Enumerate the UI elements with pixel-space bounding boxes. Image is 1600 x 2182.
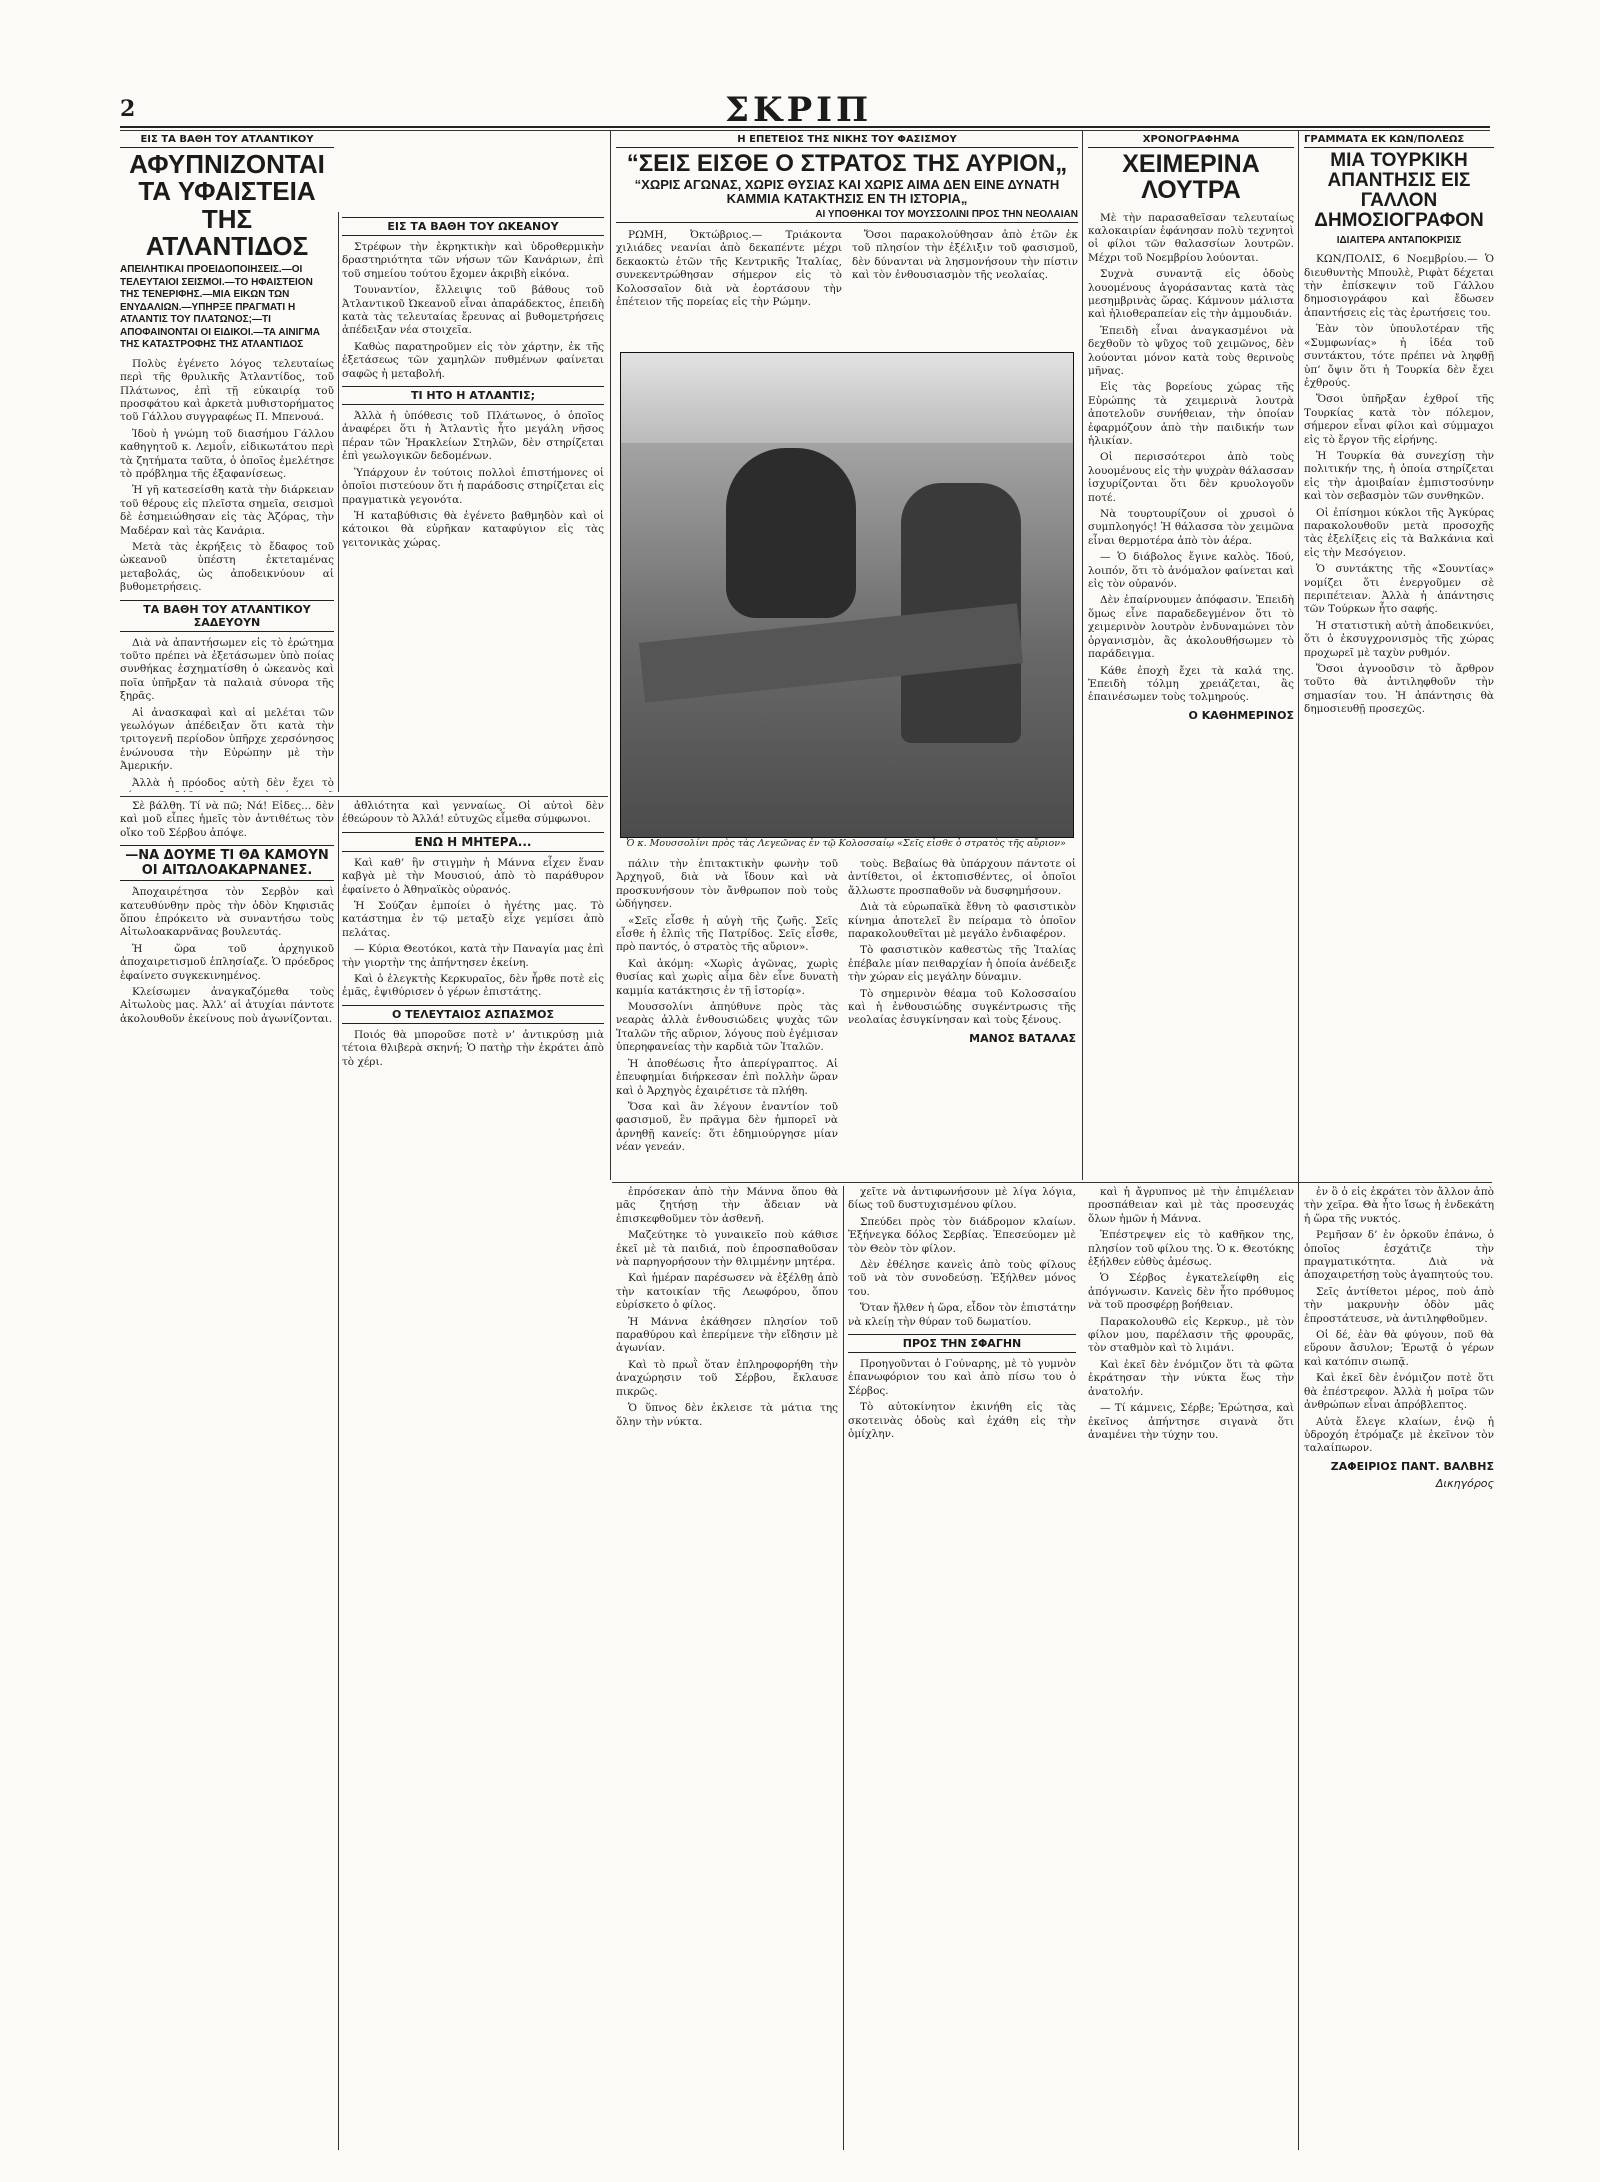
col5-kicker: ΓΡΑΜΜΑΤΑ ΕΚ ΚΩΝ/ΠΟΛΕΩΣ xyxy=(1304,132,1494,148)
col4-story-para: — Τί κάμνεις, Σέρβε; Ἐρώτησα, καὶ ἐκεῖνος ἀπήντησε σιγανὰ ὅτι ἀναμένει τὴν τύχην του. xyxy=(1088,1402,1294,1441)
col3-para: Διὰ τὰ εὐρωπαϊκὰ ἔθνη τὸ φασιστικὸν κίνημα ἀποτελεῖ ἓν πείραμα τὸ ὁποῖον παρακολουθεῖται μὲ μεγάλο ἐνδιαφέρον. xyxy=(848,901,1076,941)
col1-kicker: ΕΙΣ ΤΑ ΒΑΘΗ ΤΟΥ ΑΤΛΑΝΤΙΚΟΥ xyxy=(120,132,334,148)
col-divider xyxy=(843,1186,844,2150)
col2-story-para: Καὶ ὁ ἐλεγκτὴς Κερκυραῖος, δὲν ἦρθε ποτὲ εἰς ἐμᾶς, ἐψιθύρισεν ὁ γέρων ἐπιστάτης. xyxy=(342,973,604,999)
col4-para: Οἱ περισσότεροι ἀπὸ τοὺς λουομένους εἰς τὴν ψυχρὰν θάλασσαν ἰσχυρίζονται ὅτι δὲν κρυολογοῦν ποτέ. xyxy=(1088,451,1294,504)
col4-signature: Ο ΚΑΘΗΜΕΡΙΝΟΣ xyxy=(1188,708,1294,722)
col4-story-para: καὶ ἡ ἄγρυπνος μὲ τὴν ἐπιμέλειαν προσπάθειαν καὶ μὲ τὰς προσευχάς ὅλων ἡμῶν ἡ Μάννα. xyxy=(1088,1186,1294,1225)
col2-last-section: Ο ΤΕΛΕΥΤΑΙΟΣ ΑΣΠΑΣΜΟΣ xyxy=(342,1005,604,1024)
col2-para: Στρέφων τὴν ἐκρηκτικὴν καὶ ὑδροθερμικὴν δραστηριότητα τῶν νήσων τῶν Κανάριων, ἐπὶ τοῦ σημείου τούτου ἔχομεν ἀκριβὴ εἰκόνα. xyxy=(342,241,604,280)
col1-para: Ἰδοὺ ἡ γνώμη τοῦ διασήμου Γάλλου καθηγητοῦ κ. Λεμοΐν, εἰδικωτάτου περὶ τὰ ζητήματα ταῦτα, ὁ ὁποῖος ἐμελέτησε τὸ πρόβλημα τῆς ἐξαφανίσεως. xyxy=(120,427,334,480)
col4-chronicle xyxy=(1088,132,1294,1178)
col3-para: ΡΩΜΗ, Ὀκτώβριος.— Τριάκοντα χιλιάδες νεανίαι ἀπὸ δεκαπέντε μέχρι δεκαοκτὼ ἐτῶν τῆς Κεντρικῆς Ἰταλίας, συνεκεντρώθησαν σήμερον εἰς τὸ Κολοσσαῖον διὰ νὰ ἑορτάσουν τὴν ἐπέτειον τῆς πορείας εἰς τὴν Ρώμην. xyxy=(616,228,842,308)
col2-para: Ὑπάρχουν ἐν τούτοις πολλοὶ ἐπιστήμονες οἱ ὁποῖοι πιστεύουν ὅτι ἡ παράδοσις στηρίζεται εἰς πραγματικὰ γεγονότα. xyxy=(342,466,604,506)
col1-para: Ἡ γῆ κατεσείσθη κατὰ τὴν διάρκειαν τοῦ θέρους εἰς πλεῖστα σημεῖα, σεισμοὶ δὲ ἐσημειώθησαν εἰς τὰς Ἀζόρας, τὴν Μαδέραν καὶ τὰς Κανάρια. xyxy=(120,484,334,537)
col5-para: Ἐὰν τὸν ὑπουλοτέραν τῆς «Συμφωνίας» ἡ ἰδέα τοῦ συντάκτου, τότε πρέπει νὰ ληφθῇ ὑπ’ ὄψιν ὅτι ἡ Τουρκία δὲν ἔχει ἐχθρούς. xyxy=(1304,323,1494,389)
col2-story-para: Καὶ καθ’ ἣν στιγμὴν ἡ Μάννα εἶχεν ἕναν καβγὰ μὲ τὴν Μουσιού, ἀπὸ τὸ παράθυρον ἐφαίνετο ὁ Ἀθηναϊκὸς οὐρανός. xyxy=(342,856,604,896)
col1-headline: ΑΦΥΠΝΙΖΟΝΤΑΙ ΤΑ ΥΦΑΙΣΤΕΙΑ ΤΗΣ ΑΤΛΑΝΤΙΔΟΣ xyxy=(129,149,325,261)
col1-subhead: ΑΠΕΙΛΗΤΙΚΑΙ ΠΡΟΕΙΔΟΠΟΙΗΣΕΙΣ.—ΟΙ ΤΕΛΕΥΤΑΙΟΙ ΣΕΙΣΜΟΙ.—ΤΟ ΗΦΑΙΣΤΕΙΟΝ ΤΗΣ ΤΕΝΕΡΙΦΗΣ.—ΜΙΑ ΕΙΚΩΝ ΤΩΝ ΕΝΥΔΑΛΙΩΝ.—ΥΠΗΡΞΕ ΠΡΑΓΜΑΤΙ Η ΑΤΛΑΝΤΙΣ ΤΟΥ ΠΛΑΤΩΝΟΣ;—ΤΙ ΑΠΟΦΑΙΝΟΝΤΑΙ ΟΙ ΕΙΔΙΚΟΙ.—ΤΑ ΑΙΝΙΓΜΑ ΤΗΣ ΚΑΤΑΣΤΡΟΦΗΣ ΤΗΣ ΑΤΛΑΝΤΙΔΟΣ xyxy=(120,264,320,351)
col3-para: Ὅσοι παρακολούθησαν ἀπὸ ἐτῶν ἐκ τοῦ πλησίον τὴν ἐξέλιξιν τοῦ φασισμοῦ, δὲν δύνανται νὰ λησμονήσουν τὴν πίστιν καὶ τὸν ἐνθουσιασμὸν τῆς νεολαίας. xyxy=(852,228,1078,282)
col1-story-para: Ἀποχαιρέτησα τὸν Σερβὸν καὶ κατευθύνθην πρὸς τὴν ὁδὸν Κηφισιᾶς ὅπου ἐπρόκειτο νὰ συναντήσω τοὺς Αἰτωλοακαρνᾶνας βουλευτάς. xyxy=(120,886,334,939)
col5-signature-role: Δικηγόρος xyxy=(1435,1476,1494,1490)
col5-para: Ὁ συντάκτης τῆς «Σουντίας» νομίζει ὅτι ἐνεργοῦμεν σὲ περιπέτειαν. Ἀλλὰ ἡ ἀπάντησις τῶν Τούρκων ἦτο σαφής. xyxy=(1304,563,1494,616)
col5-story-para: Σεῖς ἀντίθετοι μέρος, ποὺ ἀπὸ τὴν μακρυνὴν ὁδὸν μᾶς ἐπροστάτευσε, νὰ ἀντιληφθοῦμεν. xyxy=(1304,1285,1494,1325)
col1-para: Ἀλλὰ ἡ πρόοδος αὐτὴ δὲν ἔχει τὸ xyxy=(132,776,334,789)
col5-para: ΚΩΝ/ΠΟΛΙΣ, 6 Νοεμβρίου.— Ὁ διευθυντὴς Μπουλὲ, Ριφὰτ δέχεται τὴν ἐπίσκεψιν τοῦ Γάλλου δημοσιογράφου καὶ ἔδωσεν ἀπαντήσεις εἰς τὰς ἐρωτήσεις του. xyxy=(1304,253,1494,319)
col1-para: Αἱ ἀνασκαφαὶ καὶ αἱ μελέται τῶν γεωλόγων ἀπέδειξαν ὅτι κατὰ τὴν τριτογενῆ περίοδον ὑπῆρχε χερσόνησος ἑνώνουσα τὴν Εὐρώπην μὲ τὴν Ἀμερικήν. xyxy=(120,706,334,773)
page-number: 2 xyxy=(120,96,136,122)
col1-story-para: Κλείσωμεν ἀναγκαζόμεθα τοὺς Αἰτωλοὺς μας. Ἀλλ’ αἱ ἀτυχίαι πάντοτε ἀκολουθοῦν ἐκείνους ποὺ ἀγωνίζονται. xyxy=(120,986,334,1025)
col1-atlantis-article xyxy=(120,132,334,792)
col5-serial-story xyxy=(1304,1186,1494,2150)
col2-para: Ἡ καταβύθισις θὰ ἐγένετο βαθμηδὸν καὶ οἱ κάτοικοι θὰ εὑρῆκαν καταφύγιον εἰς τὰς γειτονικὰς χώρας. xyxy=(342,509,604,549)
col5-signature: ΖΑΦΕΙΡΙΟΣ ΠΑΝΤ. ΒΑΛΒΗΣ xyxy=(1330,1459,1494,1473)
col4-serial-story xyxy=(1088,1186,1294,2150)
col4-story-para: Καὶ ἐκεῖ δὲν ἐνόμιζον ὅτι τὰ φῶτα ἐκράτησαν τὴν νύκτα ἕως τὴν ἀνατολήν. xyxy=(1088,1358,1294,1398)
col5-byline: ΙΔΙΑΙΤΕΡΑ ΑΝΤΑΠΟΚΡΙΣΙΣ xyxy=(1336,234,1462,246)
col4-para: Νὰ τουρτουρίζουν οἱ χρυσοὶ ὁ συμπλοηγός! Ἡ θάλασσα τὸν χειμῶνα εἶναι θερμοτέρα ἀπὸ τὸν ἀέρα. xyxy=(1088,508,1294,547)
col-divider xyxy=(338,800,339,2150)
col4-story-para: Ἐπέστρεψεν εἰς τὸ καθῆκον της, πλησίον τοῦ φίλου της. Ὁ κ. Θεοτόκης ἐξήλθεν εὐθὺς ἀμέσως. xyxy=(1088,1229,1294,1269)
col2-para: Ἀλλὰ ἡ ὑπόθεσις τοῦ Πλάτωνος, ὁ ὁποῖος ἀναφέρει ὅτι ἡ Ἀτλαντὶς ἦτο μεγάλη νῆσος πέραν τῶν Ἡρακλείων Στηλῶν, δὲν στηρίζεται ἐπὶ γεωλογικῶν δεδομένων. xyxy=(342,410,604,463)
col4-story-para: Παρακολουθῶ εἰς Κερκυρ., μὲ τὸν φίλον μου, παρέλασιν τῆς φρουρᾶς, τὸν σταθμὸν καὶ τὸ λιμάνι. xyxy=(1088,1315,1294,1355)
col2-serial-story xyxy=(342,800,604,2150)
col3-text-right xyxy=(848,858,1076,1178)
col-divider xyxy=(610,130,611,1180)
col2-para: Τουναντίον, ἔλλειψις τοῦ βάθους τοῦ Ἀτλαντικοῦ Ὠκεανοῦ εἶναι ἀπαράδεκτος, ἐπειδὴ κατὰ τὰς τελευταίας ἔρευνας αἱ βυθομετρήσεις ἀπέδειξαν νέα στοιχεῖα. xyxy=(342,284,604,337)
col5-para: Ἡ στατιστικὴ αὐτὴ ἀποδεικνύει, ὅτι ὁ ἐκσυγχρονισμὸς τῆς χώρας προχωρεῖ μὲ ταχὺν ρυθμόν. xyxy=(1304,619,1494,659)
col4-para: — Ὁ διάβολος ἔγινε καλὸς. Ἰδού, λοιπόν, ὅτι τὸ ἀνόμαλον φαίνεται καὶ εἰς τὸν οὐρανόν. xyxy=(1088,551,1294,591)
col3-para: «Σεῖς εἶσθε ἡ αὐγὴ τῆς ζωῆς. Σεῖς εἶσθε ἡ ἐλπὶς τῆς Πατρίδος. Σεῖς εἶσθε, πρὸ παντός, ὁ στρατὸς τῆς αὔριον». xyxy=(616,914,838,954)
col2-story-section: ΕΝΩ Η ΜΗΤΕΡΑ... xyxy=(342,832,604,852)
col3-story-para: Ἡ Μάννα ἐκάθησεν πλησίον τοῦ παραθύρου καὶ ἐπερίμενε τὴν εἴδησιν μὲ ἀγωνίαν. xyxy=(616,1315,838,1355)
col2-story-para: Ποιός θὰ μποροῦσε ποτὲ ν’ ἀντικρύσῃ μιὰ τέτοια θλιβερὰ σκηνή; Ὁ πατὴρ τὴν ἐκράτει ἀπὸ τὸ χέρι. xyxy=(342,1028,604,1068)
photo-figure xyxy=(726,448,856,618)
col2-section: ΕΙΣ ΤΑ ΒΑΘΗ ΤΟΥ ΩΚΕΑΝΟΥ xyxy=(342,217,604,236)
col1-story-para: Ἡ ὥρα τοῦ ἀρχηγικοῦ ἀποχαιρετισμοῦ ἐπλησίαζε. Ὁ πρόεδρος ἐφαίνετο συγκεκινημένος. xyxy=(120,942,334,982)
col4-kicker: ΧΡΟΝΟΓΡΑΦΗΜΑ xyxy=(1088,132,1294,148)
col-divider xyxy=(1298,130,1299,2150)
col3-text-left xyxy=(616,858,838,1178)
col3-serial-story xyxy=(616,1186,838,2150)
col3b-story-para: Δὲν ἐθέλησε κανεὶς ἀπὸ τοὺς φίλους τοῦ νὰ τὸν συνοδεύσῃ. Ἐξήλθεν μόνος του. xyxy=(848,1259,1076,1298)
col3-para: Μουσσολίνι ἀπηύθυνε πρὸς τὰς νεαρὰς ἀλλὰ ἐνθουσιώδεις ψυχὰς τῶν Ἰταλῶν τῆς αὔριον, λόγους ποὺ ἐγέμισαν ὑπερηφανείας τὴν καρδιὰ τῶν Ἰταλῶν. xyxy=(616,1001,838,1054)
col3-story-para: Καὶ ἡμέραν παρέσωσεν νὰ ἐξέλθῃ ἀπὸ τὴν κατοικίαν τῆς Λεωφόρου, ὅπου εὑρίσκετο ὁ φίλος. xyxy=(616,1272,838,1312)
col3-para: Ὅσα καὶ ἂν λέγουν ἐναντίον τοῦ φασισμοῦ, ἓν πρᾶγμα δὲν ἠμπορεῖ νὰ ἀρνηθῇ κανείς: ὅτι ἐδημιούργησε μίαν νέαν γενεάν. xyxy=(616,1100,838,1154)
col1-section: ΤΑ ΒΑΘΗ ΤΟΥ ΑΤΛΑΝΤΙΚΟΥ ΣΑΔΕΥΟΥΝ xyxy=(120,600,334,632)
top-rule xyxy=(120,130,1490,131)
col3-para: πάλιν τὴν ἐπιτακτικὴν φωνὴν τοῦ Ἀρχηγοῦ, διὰ νὰ ἴδουν καὶ νὰ προσκυνήσουν τὸν ἄνθρωπον ποὺ τοὺς ὡδήγησεν. xyxy=(616,858,838,911)
col2-story-para: Ἡ Σούζαν ἐμποίει ὁ ἡγέτης μας. Τὸ κατάστημα ἐν τῷ μεταξὺ εἶχε γεμίσει ἀπὸ πελάτας. xyxy=(342,900,604,939)
col5-story-para: Αὐτὰ ἔλεγε κλαίων, ἐνῷ ἡ ὑδροχόη ἐτρόμαζε μὲ ἐκεῖνον τὸν ταλαίπωρον. xyxy=(1304,1415,1494,1455)
col3-headline-secondary: “ΧΩΡΙΣ ΑΓΩΝΑΣ, ΧΩΡΙΣ ΘΥΣΙΑΣ ΚΑΙ ΧΩΡΙΣ ΑΙΜΑ ΔΕΝ ΕΙΝΕ ΔΥΝΑΤΗ ΚΑΜΜΙΑ ΚΑΤΑΚΤΗΣΙΣ ΕΝ ΤΗ ΙΣΤΟΡΙΑ„ xyxy=(634,177,1060,206)
col3-subhead: ΑΙ ΥΠΟΘΗΚΑΙ ΤΟΥ ΜΟΥΣΣΟΛΙΝΙ ΠΡΟΣ ΤΗΝ ΝΕΟΛΑΙΑΝ xyxy=(616,209,1078,223)
col4-para: Συχνὰ συναντᾷ εἰς ὁδοὺς λουομένους ἀγοράσαντας κατὰ τὰς μεσημβρινὰς ὥρας. Κάμνουν μάλιστα καὶ ἡλιοθεραπείαν εἰς τὴν ἀμμουδιάν. xyxy=(1088,268,1294,321)
col-divider xyxy=(338,212,339,792)
col3-para: τοὺς. Βεβαίως θὰ ὑπάρχουν πάντοτε οἱ ἀντίθετοι, οἱ ἐκτοπισθέντες, οἱ ὁποῖοι ἄλλωστε προσπαθοῦν νὰ δυσφημήσουν. xyxy=(848,858,1076,897)
col5-headline: ΜΙΑ ΤΟΥΡΚΙΚΗ ΑΠΑΝΤΗΣΙΣ ΕΙΣ ΓΑΛΛΟΝ ΔΗΜΟΣΙΟΓΡΑΦΟΝ xyxy=(1314,150,1484,231)
col1-serial-story xyxy=(120,800,334,2150)
col1-para: Διὰ νὰ ἀπαντήσωμεν εἰς τὸ ἐρώτημα τοῦτο πρέπει νὰ ἐξετάσωμεν ὑπὸ ποίας συνθήκας ἐσχηματίσθη ὁ ὠκεανὸς καὶ ποῖα ὑπῆρξαν τὰ παλαιὰ σύνορα τῆς ξηρᾶς. xyxy=(120,636,334,703)
col4-para: Εἰς τὰς βορείους χώρας τῆς Εὐρώπης τὰ χειμερινὰ λουτρὰ ἀποτελοῦν συνήθειαν, τὴν ὁποίαν ἐφαρμόζουν ἀπὸ τὴν παιδικήν των ἡλικίαν. xyxy=(1088,381,1294,447)
col2-story-para: ἀθλιότητα καὶ γενναίως. Οἱ αὐτοὶ δὲν ἐθεώρουν τὸ Ἀλλά! εὐτυχῶς εἶμεθα σύμφωνοι. xyxy=(342,800,604,826)
col4-para: Μὲ τὴν παρασαθεῖσαν τελευταίως καλοκαιρίαν ἐφάνησαν πολὺ τεχνητοὶ οἱ φίλοι τῶν θαλασσίων λουτρῶν. Μέχρι τοῦ Νοεμβρίου λούονται. xyxy=(1088,211,1294,264)
col3b-story-para: χεῖτε νὰ ἀντιφωνήσουν μὲ λίγα λόγια, δίως τοῦ δυστυχισμένου φίλου. xyxy=(848,1186,1076,1212)
col3b-story-para: Ὅταν ἤλθεν ἡ ὥρα, εἶδον τὸν ἐπιστάτην νὰ κλείῃ τὴν θύραν τοῦ δωματίου. xyxy=(848,1302,1076,1328)
col1-story-section: —ΝΑ ΔΟΥΜΕ ΤΙ ΘΑ ΚΑΜΟΥΝ ΟΙ ΑΙΤΩΛΟΑΚΑΡΝΑΝΕΣ. xyxy=(120,845,334,881)
col2-para: Καθὼς παρατηροῦμεν εἰς τὸν χάρτην, ἐκ τῆς ἐξετάσεως τῶν χαμηλῶν πυθμένων φαίνεται σαφῶς ἡ μεταβολή. xyxy=(342,340,604,380)
col3-para: Καὶ ἀκόμη: «Χωρὶς ἀγῶνας, χωρὶς θυσίας καὶ χωρὶς αἷμα δὲν εἶνε δυνατὴ καμμία κατάκτησις ἐν τῇ ἱστορίᾳ». xyxy=(616,957,838,997)
col4-para: Ἐπειδὴ εἶναι ἀναγκασμένοι νὰ δεχθοῦν τὸ ψῦχος τοῦ χειμῶνος, δὲν λούονται μόνον κατὰ τοὺς θερινοὺς μῆνας. xyxy=(1088,324,1294,377)
col5-para: Ὅσοι ἀγνοοῦσιν τὸ ἄρθρον τοῦτο θὰ ἀντιληφθοῦν τὴν σημασίαν του. Ἡ ἀπάντησις θὰ δημοσιευθῇ προσεχῶς. xyxy=(1304,663,1494,716)
col5-story-para: Καὶ ἐκεῖ δὲν ἐνόμιζον ποτὲ ὅτι θὰ ἐπέστρεφον. Ἀλλὰ ἡ μοῖρα τῶν ἀνθρώπων εἶναι ἀπρόβλεπτος. xyxy=(1304,1372,1494,1412)
col3-story-para: Ὁ ὕπνος δὲν ἐκλεισε τὰ μάτια της ὅλην τὴν νύκτα. xyxy=(616,1402,838,1428)
photo-sky xyxy=(621,353,1073,443)
col5-para: Ὅσοι ὑπῆρξαν ἐχθροί τῆς Τουρκίας κατὰ τὸν πόλεμον, σήμερον εἶναι φίλοι καὶ σύμμαχοι εἰς τὸ ἔργον τῆς εἰρήνης. xyxy=(1304,393,1494,446)
mid-rule xyxy=(120,796,608,797)
col5-para: Οἱ ἐπίσημοι κύκλοι τῆς Ἀγκύρας παρακολουθοῦν μετὰ προσοχῆς τὰς ἐξελίξεις εἰς τὰ Βαλκάνια καὶ εἰς τὴν Μεσόγειον. xyxy=(1304,506,1494,559)
col5-story-para: Ρεμῆσαν δ’ ἐν ὀρκοῦν ἐπάνω, ὁ ὁποῖος ἐσχάτιζε τὴν πραγματικότητα. Διὰ νὰ ἀποχαιρετήσῃ τοὺς ἀγαπητούς του. xyxy=(1304,1229,1494,1282)
mussolini-photo xyxy=(620,352,1074,838)
col4-para: Κάθε ἐποχὴ ἔχει τὰ καλά της. Ἐπειδὴ τόλμη χρειάζεται, ἂς ἐπαινέσωμεν τοὺς τολμηρούς. xyxy=(1088,664,1294,704)
mid-rule xyxy=(612,1182,1492,1183)
col2-atlantis-continued xyxy=(342,212,604,792)
col1-story-para: Σὲ βάλθη. Τί νὰ πῶ; Νά! Εἶδες... δὲν καὶ μοῦ εἶπες ἡμεῖς τὸν ἀντιθέτως τὸν οἴκο τοῦ Σέρβου ἀπόψε. xyxy=(120,800,334,839)
col3-para: Τὸ φασιστικὸν καθεστὼς τῆς Ἰταλίας ἐπέβαλε μίαν πειθαρχίαν ἡ ὁποία ἀνέδειξε τὴν χώραν εἰς μεγάλην δύναμιν. xyxy=(848,944,1076,984)
paper-title: ΣΚΡΙΠ xyxy=(725,90,873,130)
col3-para: Τὸ σημερινὸν θέαμα τοῦ Κολοσσαίου καὶ ἡ ἐνθουσιώδης συγκέντρωσις τῆς νεολαίας ἐσυγκίνησαν καὶ τοὺς ξένους. xyxy=(848,987,1076,1027)
col3b-serial-story xyxy=(848,1186,1076,2150)
col3b-story-para: Σπεύδει πρὸς τὸν διάδρομον κλαίων. Ἐξήνεγκα δόλος Σερβίας. Ἐπεσεύομεν μὲ τὸν Θεὸν τὸν φίλον. xyxy=(848,1215,1076,1255)
col3b-section: ΠΡΟΣ ΤΗΝ ΣΦΑΓΗΝ xyxy=(848,1334,1076,1353)
col3b-story-para: Τὸ αὐτοκίνητον ἐκινήθη εἰς τὰς σκοτεινὰς ὁδοὺς καὶ ἐχάθη εἰς τὴν ὁμίχλην. xyxy=(848,1401,1076,1441)
col3-headline: “ΣΕΙΣ ΕΙΣΘΕ Ο ΣΤΡΑΤΟΣ ΤΗΣ ΑΥΡΙΟΝ„ xyxy=(626,150,1068,177)
col4-story-para: Ὁ Σέρβος ἐγκατελείφθη εἰς ἀπόγνωσιν. Κανεὶς δὲν ἦτο πρόθυμος νὰ τοῦ προσφέρῃ βοήθειαν. xyxy=(1088,1272,1294,1312)
col5-para: Ἡ Τουρκία θὰ συνεχίσῃ τὴν πολιτικήν της, ἡ ὁποία στηρίζεται εἰς τὴν ἀμοιβαίαν ἐμπιστοσύνην καὶ τὸν σεβασμὸν τῶν συνθηκῶν. xyxy=(1304,449,1494,503)
col5-story-para: Οἱ δέ, ἐὰν θὰ φύγουν, ποῦ θὰ εὕρουν ἄσυλον; Ἐρωτᾷ ὁ γέρων καὶ κατόπιν σιωπᾷ. xyxy=(1304,1329,1494,1368)
masthead xyxy=(120,90,1490,130)
col3-story-para: ἐπρόσεκαν ἀπὸ τὴν Μάννα ὅπου θὰ μᾶς ζητήσῃ τὴν ἄδειαν νὰ ἐπισκεφθοῦμεν τὸν ἀσθενῆ. xyxy=(616,1186,838,1225)
col3-para: Ἡ ἀποθέωσις ἦτο ἀπερίγραπτος. Αἱ ἐπευφημίαι διήρκεσαν ἐπὶ πολλὴν ὥραν καὶ ὁ Ἀρχηγὸς ἐχαιρέτισε τὰ πλήθη. xyxy=(616,1057,838,1097)
col3-mussolini-article xyxy=(616,132,1078,348)
col1-para: Μετὰ τὰς ἐκρήξεις τὸ ἔδαφος τοῦ ὠκεανοῦ ὑπέστη ἐκτεταμένας μεταβολάς, ὡς ἀποδεικνύουν αἱ βυθομετρήσεις. xyxy=(120,540,334,594)
col3-signature: ΜΑΝΟΣ ΒΑΤΑΛΑΣ xyxy=(969,1031,1076,1045)
col3-story-para: Μαζεύτηκε τὸ γυναικεῖο ποὺ κάθισε ἐκεῖ μὲ τὰ παιδιά, ποὺ ἐπροσπαθοῦσαν νὰ παρηγορήσουν τὴν θλιμμένην μητέρα. xyxy=(616,1229,838,1269)
col3b-story-para: Προηγοῦνται ὁ Γούναρης, μὲ τὸ γυμνὸν ἐπανωφόριον του καὶ ἀπὸ πίσω του ὁ Σέρβος. xyxy=(848,1358,1076,1397)
col-divider xyxy=(1082,130,1083,1180)
col1-para: Πολὺς ἐγένετο λόγος τελευταίως περὶ τῆς θρυλικῆς Ἀτλαντίδος, τοῦ Πλάτωνος, ἐπὶ τῇ εὐκαιρίᾳ τοῦ προσφάτου καὶ ἀρκετὰ μυθιστορήματος τοῦ Γάλλου συγγραφέως Π. Μπενουά. xyxy=(120,357,334,424)
col3-story-para: Καὶ τὸ πρωῒ ὅταν ἐπληροφορήθη τὴν ἀναχώρησιν τοῦ Σέρβου, ἔκλαυσε πικρῶς. xyxy=(616,1358,838,1398)
col4-para: Δὲν ἐπαίρνουμεν ἀπόφασιν. Ἐπειδὴ ὅμως εἶνε παραδεδεγμένον ὅτι τὸ χειμερινὸν λουτρὸν ἐνδυναμώνει τὸν ὀργανισμὸν, ἂς ἀκολουθήσωμεν τὸ παράδειγμα. xyxy=(1088,594,1294,661)
col3-kicker: Η ΕΠΕΤΕΙΟΣ ΤΗΣ ΝΙΚΗΣ ΤΟΥ ΦΑΣΙΣΜΟΥ xyxy=(616,132,1078,148)
col2-story-para: — Κύρια Θεοτόκοι, κατὰ τὴν Παναγία μας ἐπὶ τὴν γιορτὴν της ἀπήντησεν ἐκείνη. xyxy=(342,943,604,969)
col4-headline: ΧΕΙΜΕΡΙΝΑ ΛΟΥΤΡΑ xyxy=(1122,150,1260,205)
col5-letters xyxy=(1304,132,1494,1182)
col5-story-para: ἐν ὃ ὁ εἰς ἐκράτει τὸν ἄλλον ἀπὸ τὴν χεῖρα. Θὰ ἦτο ἴσως ἡ ἐνδεκάτη ἡ ὥρα τῆς νυκτός. xyxy=(1304,1186,1494,1225)
col2-section: ΤΙ ΗΤΟ Η ΑΤΛΑΝΤΙΣ; xyxy=(342,386,604,405)
photo-caption: Ὁ κ. Μουσσολίνι πρὸς τὰς Λεγεῶνας ἐν τῷ Κολοσσαίῳ «Σεῖς εἶσθε ὁ στρατὸς τῆς αὔριον» xyxy=(626,838,1066,849)
